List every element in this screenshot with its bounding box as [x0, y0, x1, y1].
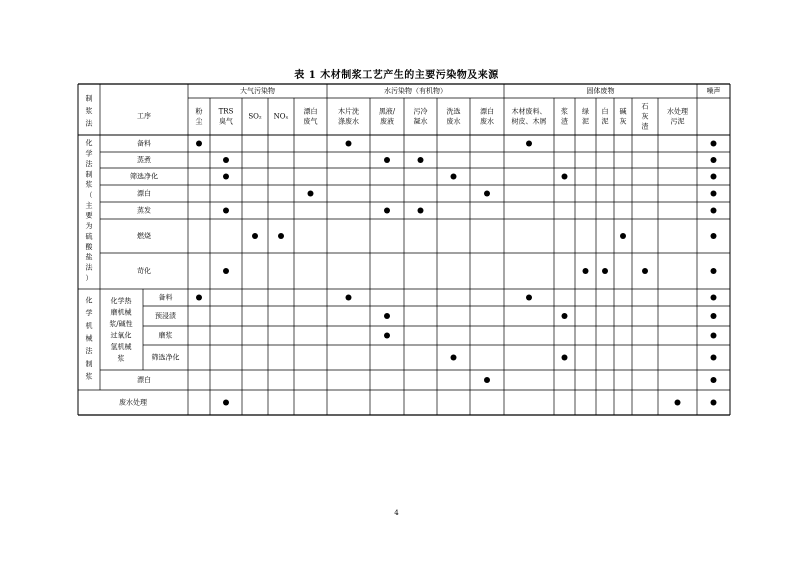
row-label: 预浸渍: [155, 312, 176, 320]
section-label-chemical: [86, 138, 94, 282]
vertical-char: 化: [85, 296, 93, 305]
header-line: 渣: [561, 117, 568, 126]
column-header-10: [512, 107, 547, 126]
header-line: 涤废水: [338, 117, 359, 126]
mark-dot: [675, 400, 681, 406]
row-label: 备料: [158, 293, 173, 302]
header-line: 过氧化: [110, 331, 132, 340]
mark-dot: [308, 191, 314, 197]
mark-dot: [711, 191, 717, 197]
column-header-2: [248, 113, 262, 121]
header-line: 凝水: [413, 117, 428, 126]
header-line: 粉: [195, 107, 203, 116]
header-line: 碱: [619, 107, 627, 116]
vertical-char: 法: [85, 159, 93, 168]
vertical-char: （: [85, 190, 93, 199]
header-line: SO₂: [248, 112, 262, 121]
header-line: 废气: [303, 117, 318, 126]
vertical-char: 浆: [85, 180, 93, 189]
header-line: 废液: [380, 117, 394, 126]
header-line: 洗选: [446, 107, 461, 116]
header-line: 浆: [117, 354, 125, 363]
header-line: 黑液/: [378, 107, 396, 116]
column-header-13: [602, 107, 609, 126]
header-line: 磨机械: [110, 308, 132, 317]
vertical-char: 浆: [85, 107, 93, 115]
mark-dot: [711, 400, 717, 406]
vertical-char: 法: [85, 263, 93, 272]
header-line: 废水: [480, 117, 494, 126]
row-label: 筛选净化: [151, 353, 180, 362]
column-header-1: [219, 108, 234, 126]
vertical-char: 硫: [85, 232, 93, 241]
vertical-char: 法: [85, 119, 93, 128]
header-line: 石: [641, 102, 649, 111]
row-label: 苛化: [137, 267, 151, 275]
mark-dot: [384, 157, 390, 163]
header-line: 绿: [582, 107, 589, 116]
row-label: 筛选净化: [130, 172, 158, 181]
mark-dot: [642, 268, 648, 274]
header-line: 灰: [641, 112, 649, 121]
mark-dot: [384, 333, 390, 339]
mark-dot: [451, 174, 457, 180]
mark-dot: [484, 191, 490, 197]
vertical-char: 制: [85, 359, 93, 368]
page-number: 4: [394, 509, 399, 517]
mark-dot: [223, 400, 229, 406]
mark-dot: [223, 157, 229, 163]
mark-dot: [711, 377, 717, 383]
mark-dot: [602, 268, 608, 274]
mark-dot: [196, 141, 202, 147]
row-label: 备料: [137, 139, 151, 148]
mark-dot: [451, 355, 457, 361]
mark-dot: [562, 313, 568, 319]
header-line: 氢机械: [110, 342, 132, 351]
header-line: 泥: [601, 117, 609, 126]
mark-dot: [346, 141, 352, 147]
header-line: 木片洗: [338, 107, 359, 116]
mark-dot: [711, 333, 717, 339]
mark-dot: [196, 295, 202, 301]
mark-dot: [346, 295, 352, 301]
mark-dot: [223, 174, 229, 180]
column-header-8: [447, 107, 461, 126]
vertical-char: 化: [85, 139, 93, 148]
section-label-chemi-mechanical: [86, 295, 94, 380]
mark-dot: [384, 313, 390, 319]
header-line: 污泥: [670, 117, 685, 126]
header-line: 白: [601, 107, 609, 116]
mark-dot: [223, 268, 229, 274]
vertical-char: 机: [85, 321, 93, 330]
vertical-char: 酸: [85, 242, 93, 251]
mark-dot: [711, 208, 717, 214]
vertical-char: 制: [85, 94, 93, 103]
vertical-char: 要: [85, 211, 93, 220]
mark-dot: [583, 268, 589, 274]
mark-dot: [711, 233, 717, 239]
header-process: 工序: [137, 112, 151, 120]
mark-dot: [278, 233, 284, 239]
header-group-0: 大气污染物: [240, 87, 275, 95]
vertical-char: 浆: [85, 372, 93, 381]
header-line: 漂白: [480, 107, 494, 116]
mark-dot: [252, 233, 258, 239]
column-header-7: [414, 107, 428, 126]
header-line: 浆/碱性: [109, 319, 133, 328]
mark-dot: [711, 313, 717, 319]
vertical-char: 械: [85, 334, 93, 343]
row-label: 蒸煮: [137, 156, 151, 164]
mark-dot: [418, 208, 424, 214]
mark-dot: [711, 157, 717, 163]
header-line: 水处理: [667, 107, 688, 116]
mark-dot: [526, 141, 532, 147]
header-group-3: 噪声: [706, 87, 721, 95]
header-line: 木材废料、: [511, 107, 547, 116]
row-label: 漂白: [137, 189, 151, 198]
column-header-11: [561, 107, 568, 126]
header-line: 浆: [561, 107, 568, 116]
column-header-12: [582, 107, 589, 126]
header-line: 废水: [446, 117, 461, 126]
vertical-char: ）: [85, 273, 93, 282]
column-header-3: [274, 113, 289, 121]
column-header-15: [642, 103, 649, 131]
header-line: 尘: [195, 117, 203, 126]
column-header-6: [379, 107, 396, 126]
header-group-1: 水污染物（有机物）: [384, 87, 447, 95]
vertical-char: 主: [85, 201, 93, 210]
header-group-2: 固体废物: [586, 87, 615, 95]
mark-dot: [711, 355, 717, 361]
mark-dot: [526, 295, 532, 301]
column-header-0: [196, 107, 203, 126]
header-line: 污冷: [413, 107, 428, 116]
mark-dot: [484, 377, 490, 383]
column-header-14: [620, 107, 627, 126]
vertical-char: 学: [85, 309, 93, 318]
vertical-char: 制: [85, 170, 93, 179]
column-header-5: [338, 107, 359, 126]
row-label: 燃烧: [137, 232, 151, 240]
header-line: TRS: [218, 107, 234, 116]
column-header-16: [667, 107, 688, 126]
header-method: [86, 93, 94, 127]
vertical-char: 法: [85, 347, 93, 356]
header-line: 臭气: [219, 117, 233, 126]
row-label: 蒸发: [137, 206, 151, 215]
header-line: 漂白: [303, 107, 318, 116]
mark-dot: [562, 174, 568, 180]
mark-dot: [384, 208, 390, 214]
mark-dot: [711, 268, 717, 274]
column-header-9: [480, 107, 494, 126]
vertical-char: 学: [85, 149, 93, 158]
row-label: 漂白: [137, 376, 151, 384]
row-label: 磨浆: [158, 331, 173, 340]
mark-dot: [418, 157, 424, 163]
mark-dot: [223, 208, 229, 214]
mark-dot: [711, 141, 717, 147]
header-line: 化学热: [110, 296, 132, 305]
column-header-4: [304, 107, 318, 126]
mark-dot: [562, 355, 568, 361]
header-line: 渣: [641, 122, 649, 131]
header-line: 泥: [582, 117, 589, 126]
row-label: 废水处理: [119, 398, 147, 407]
mark-dot: [711, 295, 717, 301]
vertical-char: 为: [85, 222, 93, 231]
header-line: NOₓ: [273, 112, 289, 121]
header-line: 灰: [619, 117, 627, 126]
mark-dot: [711, 174, 717, 180]
mark-dot: [620, 233, 626, 239]
header-line: 树皮、木屑: [511, 117, 547, 126]
table-title: 表 1 木材制浆工艺产生的主要污染物及来源: [294, 70, 499, 81]
sublabel-cmp: [109, 296, 132, 363]
vertical-char: 盐: [85, 253, 93, 262]
